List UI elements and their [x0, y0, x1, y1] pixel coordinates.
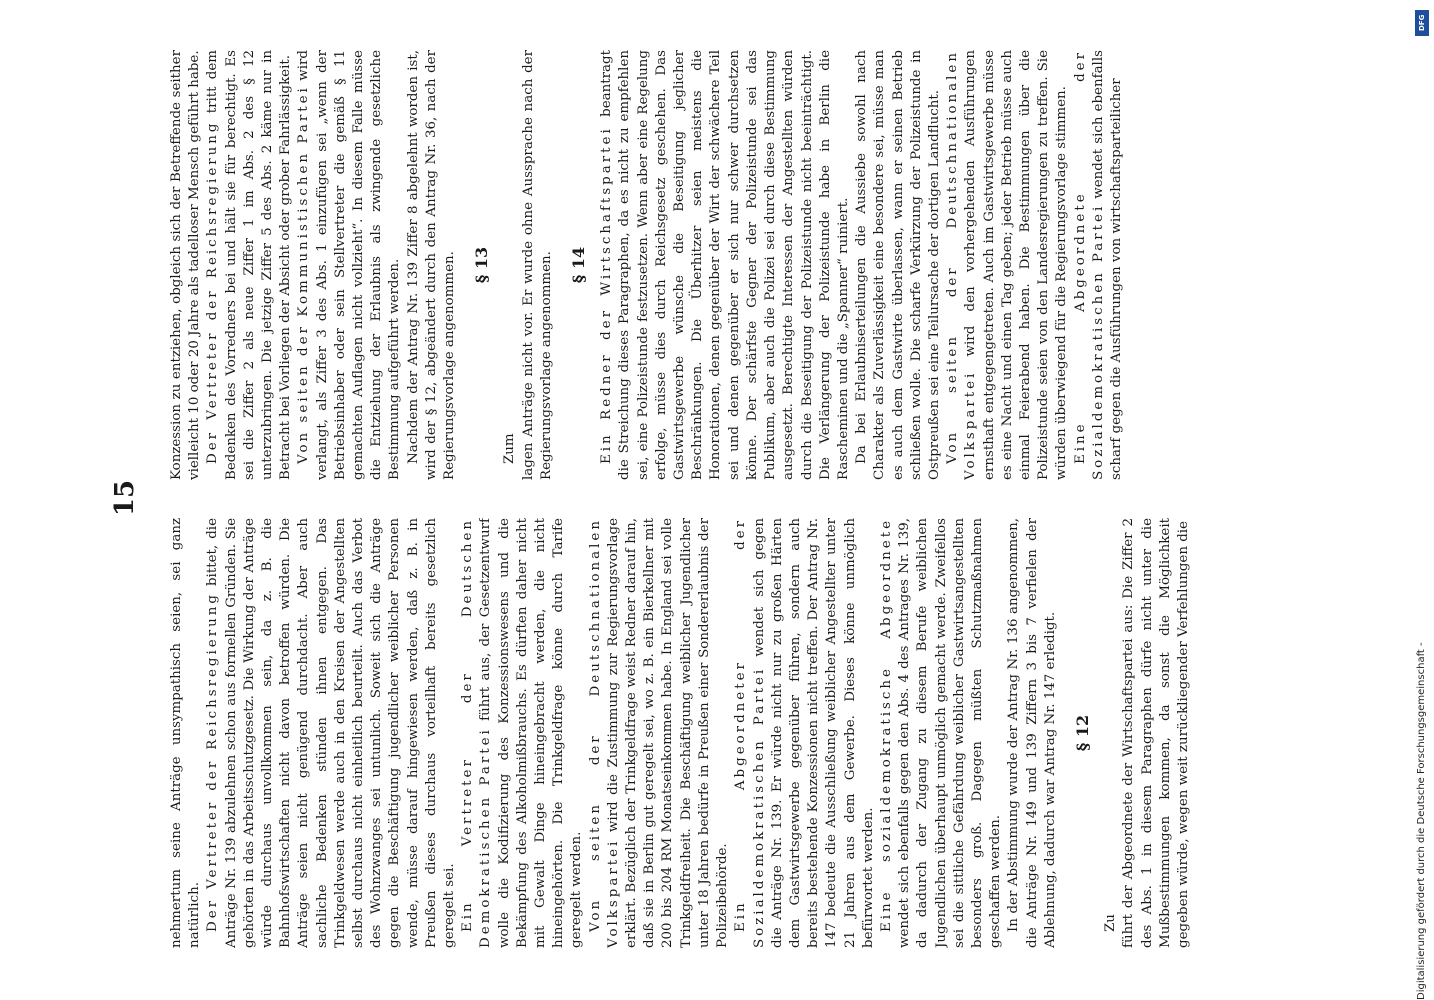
- speaker-lead: Von seiten der Deutschnationalen Volkspartei: [587, 518, 621, 948]
- speaker-lead: Der Vertreter der Reichsregierung: [205, 592, 221, 932]
- paragraph-text: wendet sich ebenfalls scharf gegen die Ausführungen von wirtschaftsparteilicher: [1090, 50, 1124, 480]
- paragraph-text: wendet sich gegen die Anträge Nr. 139. Er würde nicht nur zu großen Härten dem Gastwirtsgewerbe gegenüber führen, sondern auch bereits bestehende Konzessionen nicht treffen. Der Antrag Nr. 147 bedeute die Ausschließung weiblicher Angestellter unter 21 Jahren aus dem Gewerbe. Dieses könne unmöglich befürwortet werden.: [751, 518, 876, 948]
- paragraph: [204, 50, 295, 480]
- paragraph: [204, 518, 459, 948]
- paragraph: [168, 50, 204, 480]
- section-heading: § 14: [569, 246, 589, 284]
- paragraph: [168, 518, 204, 948]
- speaker-lead: Ein Vertreter der Deutschen Demokratischen Partei: [460, 518, 494, 948]
- dfg-logo: DFG: [1415, 10, 1429, 36]
- paragraph-text: nehmertum seine Anträge unsympathisch seien, sei ganz natürlich.: [169, 518, 203, 948]
- paragraph: [1120, 518, 1193, 948]
- paragraph: [587, 518, 733, 948]
- paragraph: [520, 50, 556, 480]
- paragraph-text: führt der Abgeordnete der Wirtschaftspartei aus: Die Ziffer 2 des Abs. 1 in diesem Paragraphen dürfe nicht unter die Mußbestimmungen kommen, da sonst die Möglichkeit gegeben würde, wegen weit zurückliegender Verfehlungen die: [1121, 518, 1191, 948]
- speaker-lead: Der Vertreter der Reichsregierung: [205, 120, 221, 464]
- right-column: [168, 50, 1293, 480]
- paragraph: [878, 518, 1005, 948]
- page-number: 15: [110, 479, 140, 517]
- rotated-page: [110, 48, 1300, 948]
- paragraph-text: wird den vorhergehenden Ausführungen ernsthaft entgegengetreten. Auch im Gastwirtsgewerbe müsse es eine Nacht und einen Tag geben; jeder Betrieb müsse auch einmal Feierabend haben. Die Bestimmungen über die Polizeistunde seien von den Landesregierungen zu treffen. Sie würden überwiegend für die Regierungsvorlage stimmen.: [963, 50, 1070, 480]
- paragraph: [295, 50, 404, 480]
- paragraph: [1005, 518, 1060, 948]
- paragraph: [732, 518, 878, 948]
- paragraph: [944, 50, 1071, 480]
- dfg-credit-text: Digitalisierung gefördert durch die Deutsche Forschungsgemeinschaft -: [1416, 642, 1427, 1000]
- section-intro-word: Zum: [502, 433, 518, 464]
- paragraph-text: wendet sich ebenfalls gegen den Abs. 4 des Antrages Nr. 139, da dadurch der Zugang zu diesem Berufe weiblichen Jugendlichen überhaupt unmöglich gemacht werde. Zweifellos sei die sittliche Gefährdung weiblicher Gastwirtsangestellten besonders groß. Dagegen müßten Schutzmaßnahmen geschaffen werden.: [897, 518, 1004, 948]
- paragraph-text: beantragt die Streichung dieses Paragraphen, da es nicht zu empfehlen sei, eine Polizeistunde festzusetzen. Wenn aber eine Regelung erfolge, müsse dies durch Reichsgesetz geschehen. Das Gastwirtsgewerbe wünsche die Beseitigung jeglicher Beschränkungen. Die Überhitzer seien meistens die Honorationen, denen gegenüber der Wirt der schwächere Teil sei und denen gegenüber er sich nur schwer durchsetzen könne. Der schärfste Gegner der Polizeistunde sei das Publikum, aber auch die Polizei sei durch diese Bestimmung ausgesetzt. Berechtigte Interessen der Angestellten würden durch die Beseitigung der Polizeistunde nicht beeinträchtigt. Die Verlängerung der Polizeistunde habe in Berlin die Rascheminen und die „Spanner“ ruiniert.: [599, 50, 851, 480]
- paragraph: [1072, 50, 1127, 480]
- left-column: [168, 518, 1293, 948]
- paragraph: [405, 50, 460, 480]
- paragraph-text: führt aus, der Gesetzentwurf wolle die Kodifizierung des Konzessionswesens und die Bekämpfung des Alkoholmißbrauchs. Es dürften daher nicht mit Gewalt Dinge hineingebracht werden, die nicht hineingehörten. Die Trinkgeldfrage könne durch Tarife geregelt werden.: [478, 518, 585, 948]
- paragraph-text: lagen Anträge nicht vor. Er wurde ohne Aussprache nach der Regierungsvorlage angenommen.: [520, 50, 554, 480]
- speaker-lead: Von seiten der Deutschnationalen Volkspartei: [945, 50, 979, 480]
- paragraph: [598, 50, 853, 480]
- speaker-lead: Ein Redner der Wirtschaftspartei: [599, 126, 615, 464]
- speaker-lead: Eine Abgeordnete der Sozialdemokratischen Partei: [1072, 50, 1106, 480]
- speaker-lead: Ein Abgeordneter der Sozialdemokratischen Partei: [733, 518, 767, 948]
- paragraph: [853, 50, 944, 480]
- paragraph-text: tritt dem Bedenken des Vorredners bei und hält sie für berechtigt. Es sei die Ziffer 2 als neue Ziffer 1 im Abs. 2 des § 12 unterzubringen. Die jetzige Ziffer 5 des Abs. 2 käme nur in Betracht bei Vorliegen der Absicht oder grober Fahrlässigkeit.: [205, 50, 294, 480]
- speaker-lead: Eine sozialdemokratische Abgeordnete: [878, 518, 894, 932]
- paragraph: [459, 518, 586, 948]
- paragraph-text: wird verlangt, als Ziffer 3 des Abs. 1 einzufügen sei „wenn der Betriebsinhaber oder sein Stellvertreter die gemäß § 11 gemachten Auflagen nicht vollzieht“. In diesem Falle müsse die Entziehung der Erlaubnis als zwingende gesetzliche Bestimmung aufgeführt werden.: [296, 50, 403, 480]
- section-heading: § 12: [1072, 714, 1092, 752]
- paragraph-text: Nachdem der Antrag Nr. 139 Ziffer 8 abgelehnt worden ist, wird der § 12, abgeändert durch den Antrag Nr. 36, nach der Regierungsvorlage angenommen.: [405, 50, 458, 480]
- speaker-lead: Von seiten der Kommunistischen Partei: [296, 85, 312, 464]
- dfg-credit-strip: [1412, 0, 1434, 1000]
- section-heading: § 13: [472, 246, 492, 284]
- paragraph-text: bittet, die Anträge Nr. 139 abzulehnen schon aus formellen Gründen. Sie gehörten in das Arbeitsschutzgesetz. Die Wirkung der Anträge würde durchaus unvollkommen sein, da z. B. die Bahnhofswirtschaften nicht davon betroffen würden. Die Anträge seien nicht genügend durchdacht. Aber auch sachliche Bedenken stünden ihnen entgegen. Das Trinkgeldwesen werde auch in den Kreisen der Angestellten selbst durchaus nicht einheitlich beurteilt. Auch das Verbot des Wohnzwanges sei untunlich. Soweit sich die Anträge gegen die Beschäftigung jugendlicher weiblicher Personen wende, müsse darauf hingewiesen werden, daß z. B. in Preußen dieses durchaus vorteilhaft bereits gesetzlich geregelt sei.: [205, 518, 458, 948]
- paragraph-text: In der Abstimmung wurde der Antrag Nr. 136 angenommen, die Anträge Nr. 149 und 139 Ziffern 3 bis 7 verfielen der Ablehnung, dadurch war Antrag Nr. 147 erledigt.: [1006, 518, 1058, 948]
- paragraph-text: wird die Zustimmung zur Regierungsvorlage erklärt. Bezüglich der Trinkgeldfrage weist Redner darauf hin, daß sie in Berlin gut geregelt sei, wo z. B. ein Bierkellner mit 200 bis 204 RM Monatseinkommen habe. In England sei volle Trinkgeldfreiheit. Die Beschäftigung weiblicher Jugendlicher unter 18 Jahren bedürfe in Preußen einer Sondererlaubnis der Polizeibehörde.: [605, 518, 731, 948]
- paragraph-text: Da bei Erlaubniserteilungen die Aussiebe sowohl nach Charakter als Zuverlässigkeit eine besondere sei, müsse man es auch dem Gastwirte überlassen, wann er seinen Betrieb schließen wolle. Die scharfe Verkürzung der Polizeistunde in Ostpreußen sei eine Teilursache der dortigen Landflucht.: [854, 50, 942, 480]
- section-intro-word: Zu: [1103, 914, 1119, 932]
- paragraph-text: Konzession zu entziehen, obgleich sich der Betreffende seither vielleicht 10 oder 20 Jahre als tadelloser Mensch geführt habe.: [169, 50, 203, 480]
